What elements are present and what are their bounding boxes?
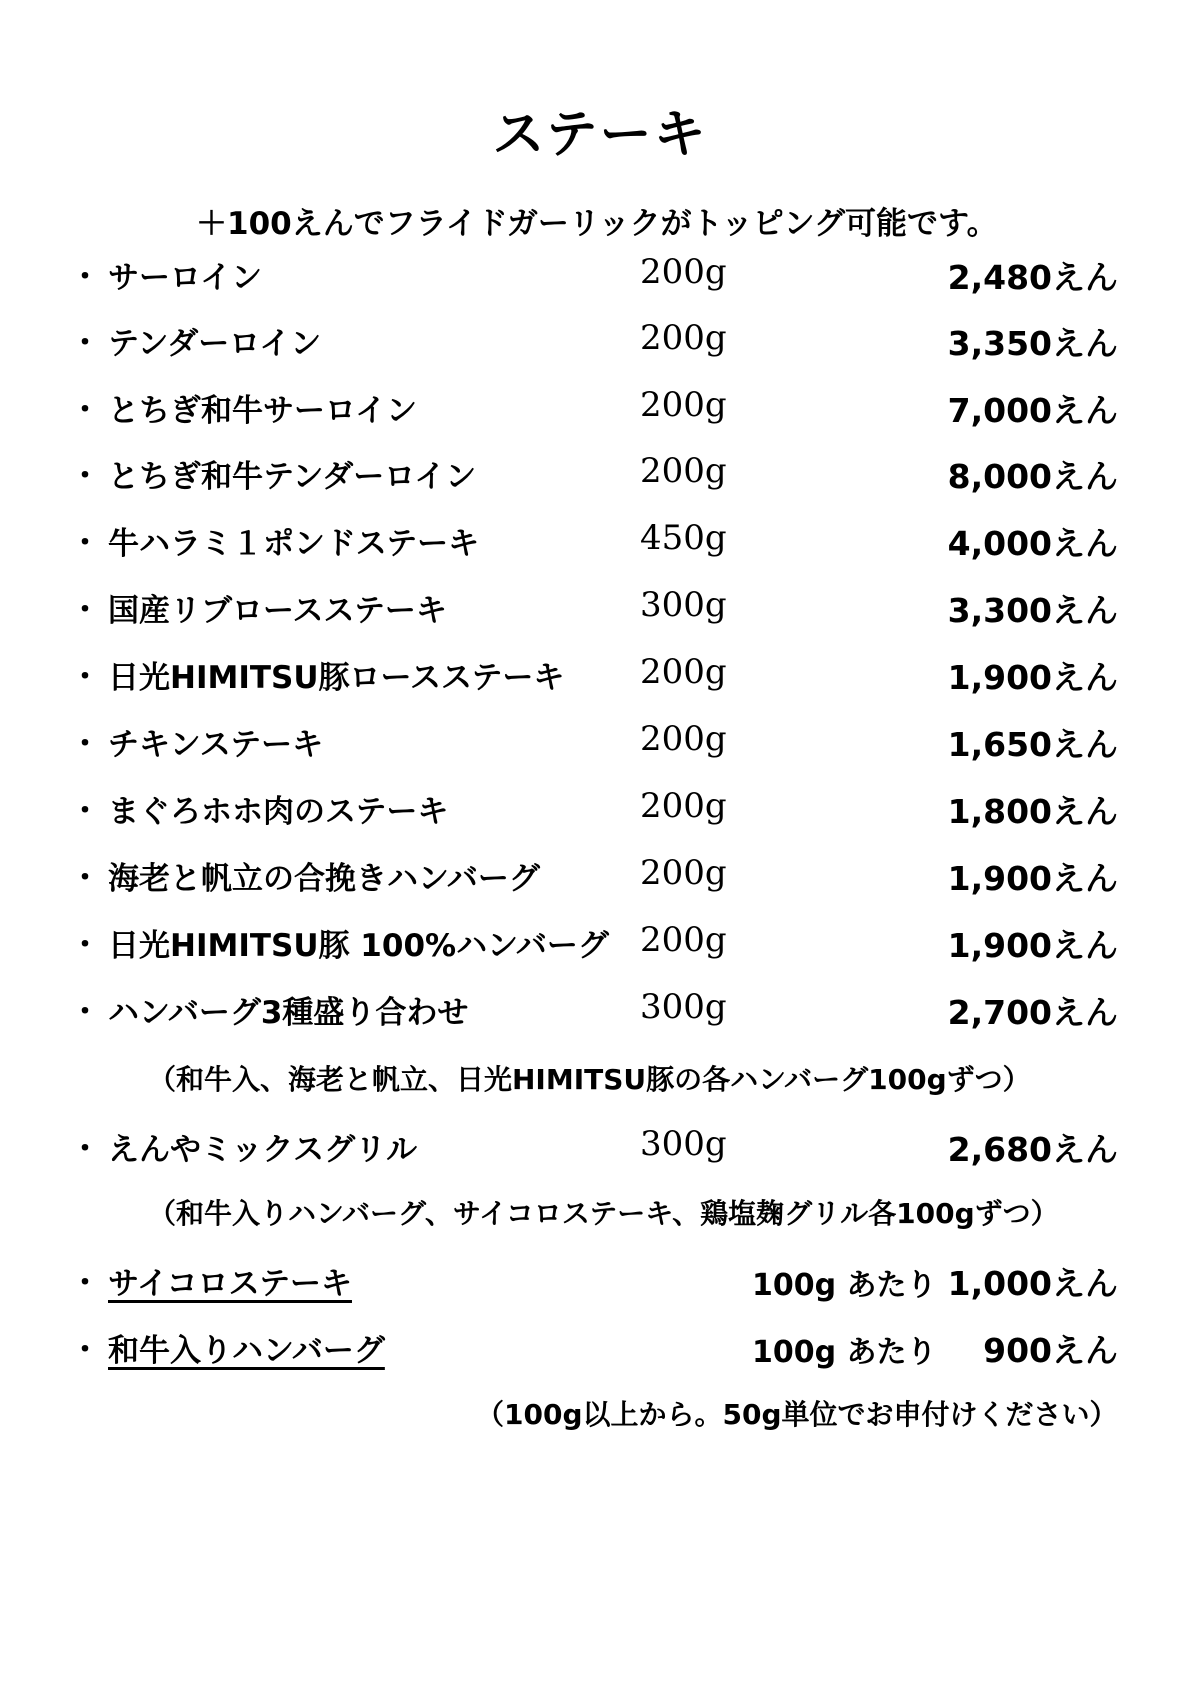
bullet-icon: ・ bbox=[70, 260, 100, 295]
menu-item bbox=[0, 252, 1200, 302]
per-unit-item bbox=[0, 1258, 1200, 1308]
order-note: （100g以上から。50g単位でお申付けください） bbox=[476, 1398, 1118, 1431]
item-weight: 200g bbox=[640, 719, 727, 759]
item-price: 3,300えん bbox=[947, 591, 1118, 630]
menu-item bbox=[0, 1124, 1200, 1174]
item-price: 1,900えん bbox=[947, 859, 1118, 898]
menu-item bbox=[0, 719, 1200, 769]
item-name: 和牛入りハンバーグ bbox=[108, 1333, 385, 1369]
item-price: 8,000えん bbox=[947, 457, 1118, 496]
bullet-icon: ・ bbox=[70, 326, 100, 361]
item-price: 1,000えん bbox=[947, 1264, 1118, 1303]
bullet-icon: ・ bbox=[70, 1132, 100, 1167]
item-unit-weight: 100g あたり bbox=[752, 1268, 937, 1303]
item-weight: 200g bbox=[640, 920, 727, 960]
item-weight: 200g bbox=[640, 652, 727, 692]
item-name: 国産リブロースステーキ bbox=[108, 593, 447, 629]
bullet-icon: ・ bbox=[70, 393, 100, 428]
item-weight: 300g bbox=[640, 585, 727, 625]
item-weight: 200g bbox=[640, 385, 727, 425]
item-weight: 200g bbox=[640, 853, 727, 893]
item-name: 牛ハラミ１ポンドステーキ bbox=[108, 526, 480, 562]
menu-item bbox=[0, 987, 1200, 1037]
item-name: えんやミックスグリル bbox=[108, 1132, 418, 1168]
menu-title: ステーキ bbox=[492, 105, 708, 165]
item-price: 7,000えん bbox=[947, 391, 1118, 430]
combo-note: （和牛入、海老と帆立、日光HIMITSU豚の各ハンバーグ100gずつ） bbox=[148, 1063, 1031, 1096]
bullet-icon: ・ bbox=[70, 526, 100, 561]
item-price: 2,680えん bbox=[947, 1130, 1118, 1169]
bullet-icon: ・ bbox=[70, 794, 100, 829]
per-unit-item bbox=[0, 1325, 1200, 1375]
garlic-topping-note: ＋100えんでフライドガーリックがトッピング可能です。 bbox=[196, 206, 998, 242]
item-name: まぐろホホ肉のステーキ bbox=[108, 794, 449, 830]
item-name: ハンバーグ3種盛り合わせ bbox=[108, 995, 469, 1031]
item-weight: 300g bbox=[640, 987, 727, 1027]
menu-item bbox=[0, 385, 1200, 435]
item-weight: 200g bbox=[640, 318, 727, 358]
item-price: 4,000えん bbox=[947, 524, 1118, 563]
menu-item bbox=[0, 652, 1200, 702]
bullet-icon: ・ bbox=[70, 928, 100, 963]
bullet-icon: ・ bbox=[70, 995, 100, 1030]
item-price: 900えん bbox=[983, 1331, 1118, 1370]
item-name: チキンステーキ bbox=[108, 727, 324, 763]
bullet-icon: ・ bbox=[70, 727, 100, 762]
bullet-icon: ・ bbox=[70, 861, 100, 896]
bullet-icon: ・ bbox=[70, 459, 100, 494]
item-price: 2,480えん bbox=[947, 258, 1118, 297]
item-price: 1,650えん bbox=[947, 725, 1118, 764]
menu-item bbox=[0, 318, 1200, 368]
menu-item bbox=[0, 853, 1200, 903]
item-unit-weight: 100g あたり bbox=[752, 1335, 937, 1370]
bullet-icon: ・ bbox=[70, 1333, 100, 1368]
item-name: 日光HIMITSU豚 100%ハンバーグ bbox=[108, 928, 609, 964]
item-weight: 200g bbox=[640, 786, 727, 826]
item-name: とちぎ和牛サーロイン bbox=[108, 393, 418, 429]
item-weight: 450g bbox=[640, 518, 727, 558]
item-weight: 200g bbox=[640, 451, 727, 491]
item-weight: 300g bbox=[640, 1124, 727, 1164]
item-price: 2,700えん bbox=[947, 993, 1118, 1032]
item-price: 1,900えん bbox=[947, 658, 1118, 697]
menu-item bbox=[0, 518, 1200, 568]
item-price: 3,350えん bbox=[947, 324, 1118, 363]
item-name: サイコロステーキ bbox=[108, 1266, 352, 1302]
mixed-grill-note: （和牛入りハンバーグ、サイコロステーキ、鶏塩麹グリル各100gずつ） bbox=[148, 1197, 1059, 1230]
menu-item bbox=[0, 585, 1200, 635]
item-name: 日光HIMITSU豚ロースステーキ bbox=[108, 660, 565, 696]
item-name: とちぎ和牛テンダーロイン bbox=[108, 459, 477, 495]
item-name: テンダーロイン bbox=[108, 326, 322, 362]
bullet-icon: ・ bbox=[70, 1266, 100, 1301]
bullet-icon: ・ bbox=[70, 660, 100, 695]
menu-item bbox=[0, 786, 1200, 836]
item-name: 海老と帆立の合挽きハンバーグ bbox=[108, 861, 540, 897]
menu-item bbox=[0, 920, 1200, 970]
item-weight: 200g bbox=[640, 252, 727, 292]
item-price: 1,800えん bbox=[947, 792, 1118, 831]
bullet-icon: ・ bbox=[70, 593, 100, 628]
item-price: 1,900えん bbox=[947, 926, 1118, 965]
item-name: サーロイン bbox=[108, 260, 263, 296]
menu-item bbox=[0, 451, 1200, 501]
